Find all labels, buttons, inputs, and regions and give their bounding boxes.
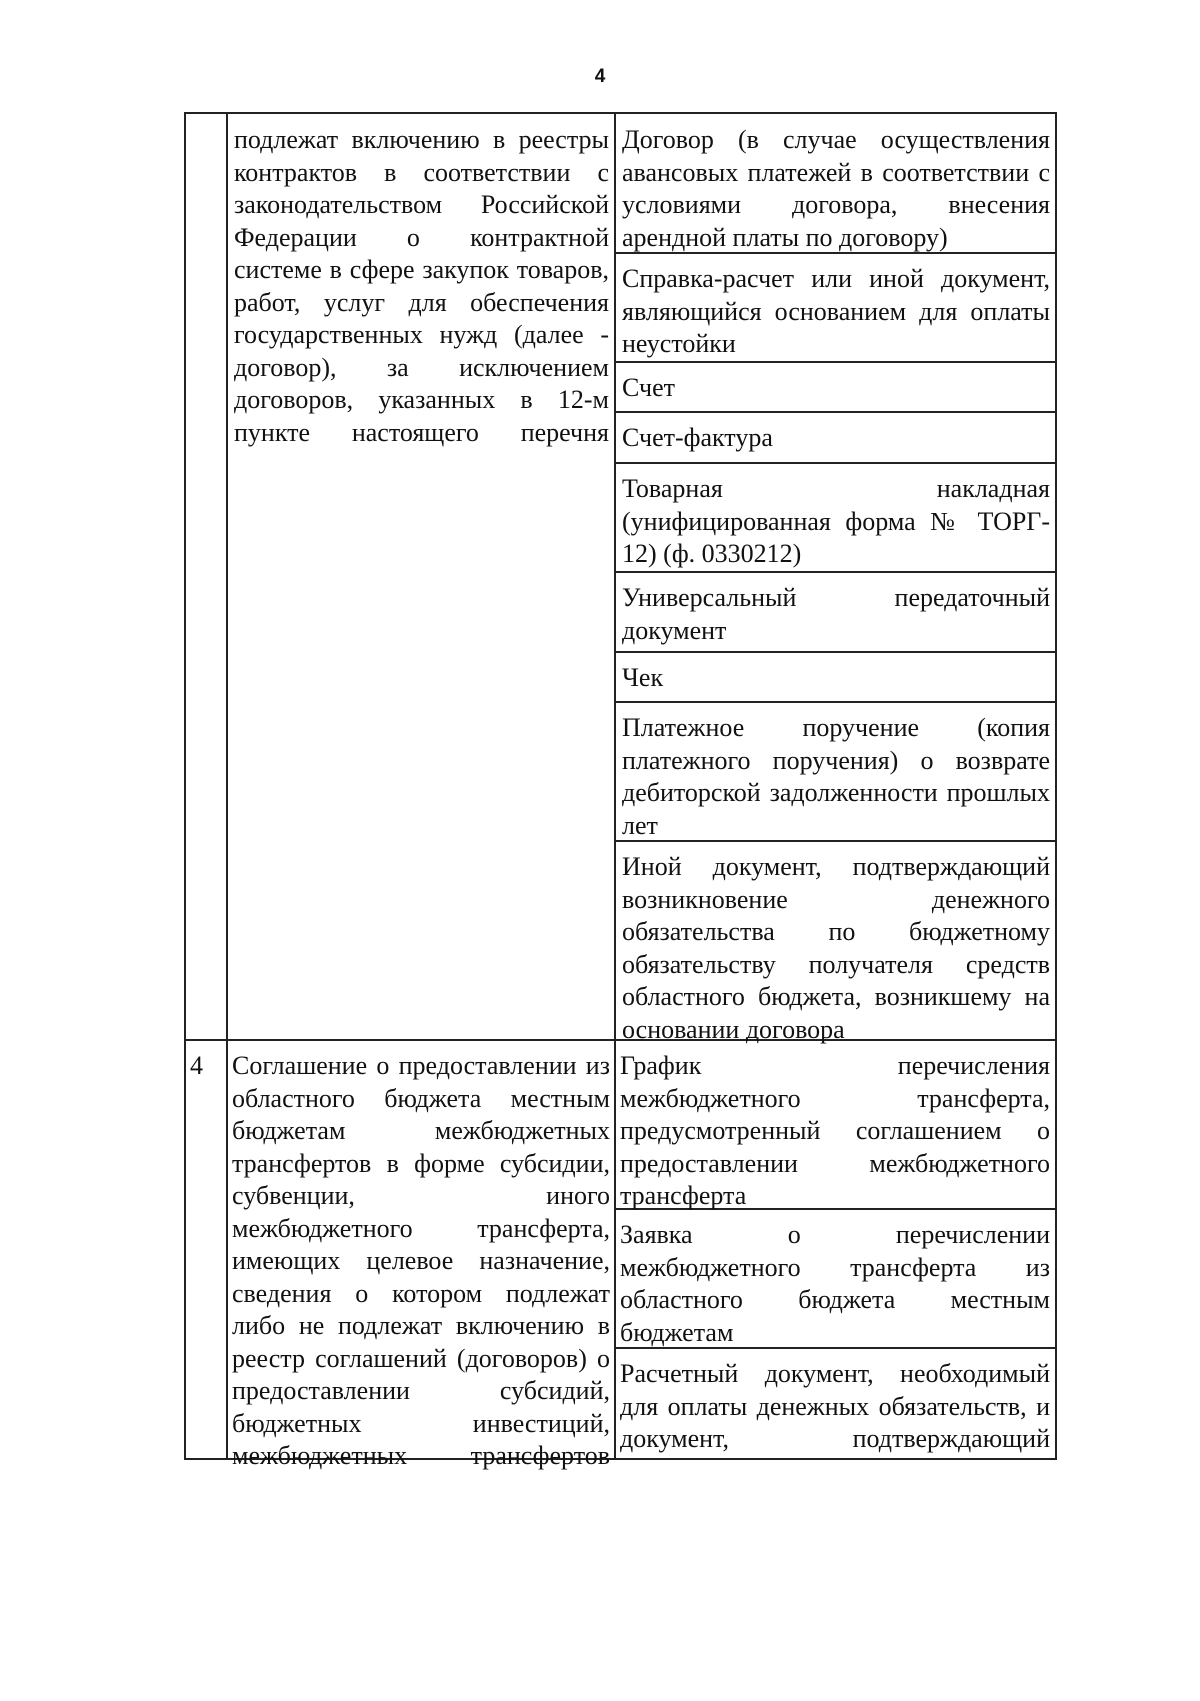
description-line: сведения о котором подлежат [232,1278,610,1308]
document-line: Договор (в случае осуществления [622,125,1050,154]
description-line: межбюджетных трансфертов [232,1441,610,1470]
description-line: субвенции, иного [232,1181,610,1210]
description-line: системе в сфере закупок товаров, [234,255,609,284]
document-cell-payment-order [622,712,1050,842]
document-line: арендной платы по договору) [622,222,948,252]
description-line: государственных нужд (далее - [234,320,609,349]
description-line: законодательством Российской [234,190,609,219]
document-line: График перечисления [620,1051,1050,1080]
description-line: работ, услуг для обеспечения [234,287,609,317]
document-line: авансовых платежей в соответствии с [622,157,1050,187]
document-line: областного бюджета местным [620,1285,1050,1314]
description-line: имеющих целевое назначение, [232,1246,610,1275]
document-line: Чек [622,663,664,692]
document-line: основании договора [622,1014,845,1044]
document-line: Платежное поручение (копия [622,713,1050,742]
page-number: 4 [594,66,606,87]
document-line: Иной документ, подтверждающий [622,852,1050,881]
description-line: контрактов в соответствии с [234,157,609,187]
document-line: документ [622,615,727,645]
row-divider [614,361,1057,363]
document-cell-receipt [622,662,1050,695]
row-divider [614,411,1057,413]
description-line: бюджетам межбюджетных [232,1116,610,1145]
table-border-top [184,112,1057,114]
description-line: либо не подлежат включению в [232,1311,610,1340]
document-cell-waybill [622,473,1050,571]
document-line: условиями договора, внесения [622,190,1050,219]
document-line: Счет [622,373,675,402]
document-line: Счет-фактура [622,423,773,452]
description-line: реестр соглашений (договоров) о [232,1343,610,1373]
requirement-description [232,1050,610,1473]
document-line: Справка-расчет или иной документ, [622,264,1050,293]
column-divider-number [226,112,228,1460]
document-cell-other [622,851,1050,1046]
column-divider-documents [614,112,616,1460]
document-line: дебиторской задолженности прошлых [622,778,1050,807]
description-line: Федерации о контрактной [234,222,609,252]
description-line: пункте настоящего перечня [234,417,609,447]
document-line: возникновение денежного [622,884,1050,914]
table-border-right [1055,112,1057,1460]
document-line: документ, подтверждающий [620,1424,1050,1453]
document-line: платежного поручения) о возврате [622,745,1050,775]
document-line: Универсальный передаточный [622,583,1050,612]
row-number-cell: 4 [190,1051,203,1080]
requirement-description [234,124,609,449]
row-divider [614,701,1057,703]
description-line: областного бюджета местным [232,1083,610,1113]
document-line: Расчетный документ, необходимый [620,1359,1050,1388]
document-line: межбюджетного трансферта из [620,1252,1050,1282]
document-line: предусмотренный соглашением о [620,1116,1050,1145]
document-line: областного бюджета, возникшему на [622,982,1050,1011]
description-line: межбюджетного трансферта, [232,1213,610,1243]
document-line: лет [622,810,658,840]
description-line: Соглашение о предоставлении из [232,1051,610,1080]
document-line: обязательству получателя средств [622,949,1050,979]
row-divider [614,571,1057,573]
document-cell-settlement-document [620,1358,1050,1456]
document-cell-tax-invoice [622,422,1050,455]
description-line: трансфертов в форме субсидии, [232,1148,610,1178]
row-divider [614,651,1057,653]
document-cell-invoice [622,372,1050,405]
document-cell-transfer-request [620,1219,1050,1349]
description-line: предоставлении субсидий, [232,1376,610,1405]
document-line: являющийся основанием для оплаты [622,296,1050,326]
document-line: предоставлении межбюджетного [620,1148,1050,1178]
document-line: неустойки [622,329,736,358]
description-line: договоров, указанных в 12-м [234,385,609,414]
document-cell-transfer-document [622,582,1050,647]
document-line: Товарная накладная [622,474,1050,503]
description-line: подлежат включению в реестры [234,125,609,154]
document-line: межбюджетного трансферта, [620,1083,1050,1113]
document-line: (унифицированная форма № ТОРГ- [622,506,1050,536]
document-line: трансферта [620,1181,747,1210]
document-line: бюджетам [620,1317,734,1347]
document-cell-transfer-schedule [620,1050,1050,1213]
table-border-left [184,112,186,1460]
description-line: договор), за исключением [234,352,609,382]
document-cell-contract [622,124,1050,254]
document-line: Заявка о перечислении [620,1220,1050,1249]
description-line: бюджетных инвестиций, [232,1408,610,1438]
document-cell-penalty [622,263,1050,361]
document-line: для оплаты денежных обязательств, и [620,1391,1050,1421]
row-divider [614,462,1057,464]
document-line: 12) (ф. 0330212) [622,539,802,568]
document-line: обязательства по бюджетному [622,917,1050,946]
